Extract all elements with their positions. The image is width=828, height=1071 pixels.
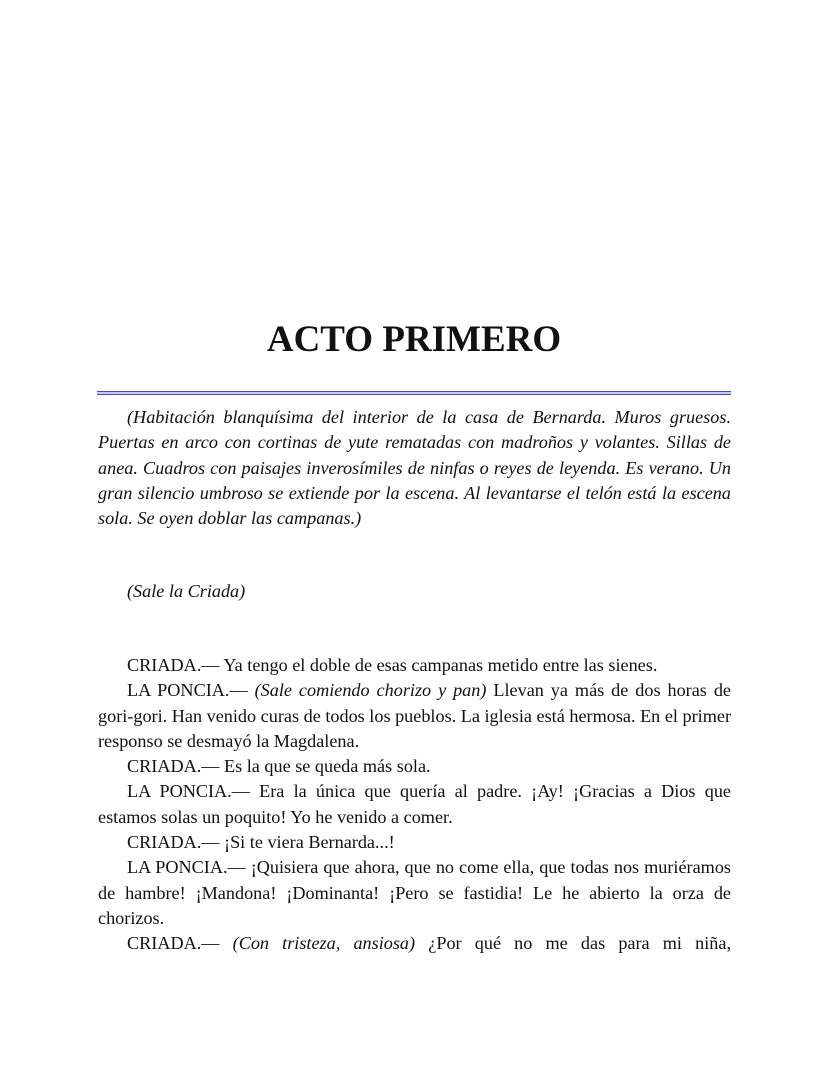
line-text: Es la que se queda más sola. [219,756,431,777]
dialogue-line [98,779,731,830]
dialogue-line [98,931,731,956]
line-text: Llevan ya más de dos horas de gori-gori. Han venido curas de todos los pueblos. La iglesia está hermosa. En el primer responso se desmayó la Magdalena. [98,680,731,751]
entrance-block [98,579,731,604]
act-title: ACTO PRIMERO [266,319,562,360]
speaker: CRIADA.— [127,832,220,853]
line-text: ¡Si te viera Bernarda...! [219,832,395,853]
dialogue-line [98,830,731,855]
dialogue-block [98,653,731,957]
speaker: LA PONCIA.— [127,781,250,802]
line-text: Era la única que quería al padre. ¡Ay! ¡Gracias a Dios que estamos solas un poquito! Yo he venido a comer. [98,781,731,827]
stage-direction-block [98,405,731,531]
entrance-direction: (Sale la Criada) [127,581,246,601]
stage-note: (Con tristeza, ansiosa) [219,933,416,954]
title-divider [97,391,731,395]
dialogue-line [98,653,731,678]
stage-note: (Sale comiendo chorizo y pan) [247,680,487,701]
line-text: Ya tengo el doble de esas campanas metido entre las sienes. [219,655,658,675]
stage-direction: (Habitación blanquísima del interior de la casa de Bernarda. Muros gruesos. Puertas en arco con cortinas de yute rematadas con madroños y volantes. Sillas de anea. Cuadros con paisajes inverosímiles de ninfas o reyes de leyenda. Es verano. Un gran silencio umbroso se extiende por la escena. Al levantarse el telón está la escena sola. Se oyen doblar las campanas.) [98,407,731,529]
line-text: ¿Por qué no me das para mi niña, [415,933,732,954]
speaker: CRIADA.— [127,756,220,777]
speaker: CRIADA.— [127,933,220,954]
dialogue-line [98,855,731,931]
dialogue-line [98,678,731,754]
speaker: CRIADA.— [127,655,220,675]
speaker: LA PONCIA.— [127,680,248,701]
dialogue-line [98,754,731,779]
line-text: ¡Quisiera que ahora, que no come ella, que todas nos muriéramos de hambre! ¡Mandona! ¡Dominanta! ¡Pero se fastidia! Le he abierto la orza de chorizos. [98,857,731,928]
speaker: LA PONCIA.— [127,857,246,878]
